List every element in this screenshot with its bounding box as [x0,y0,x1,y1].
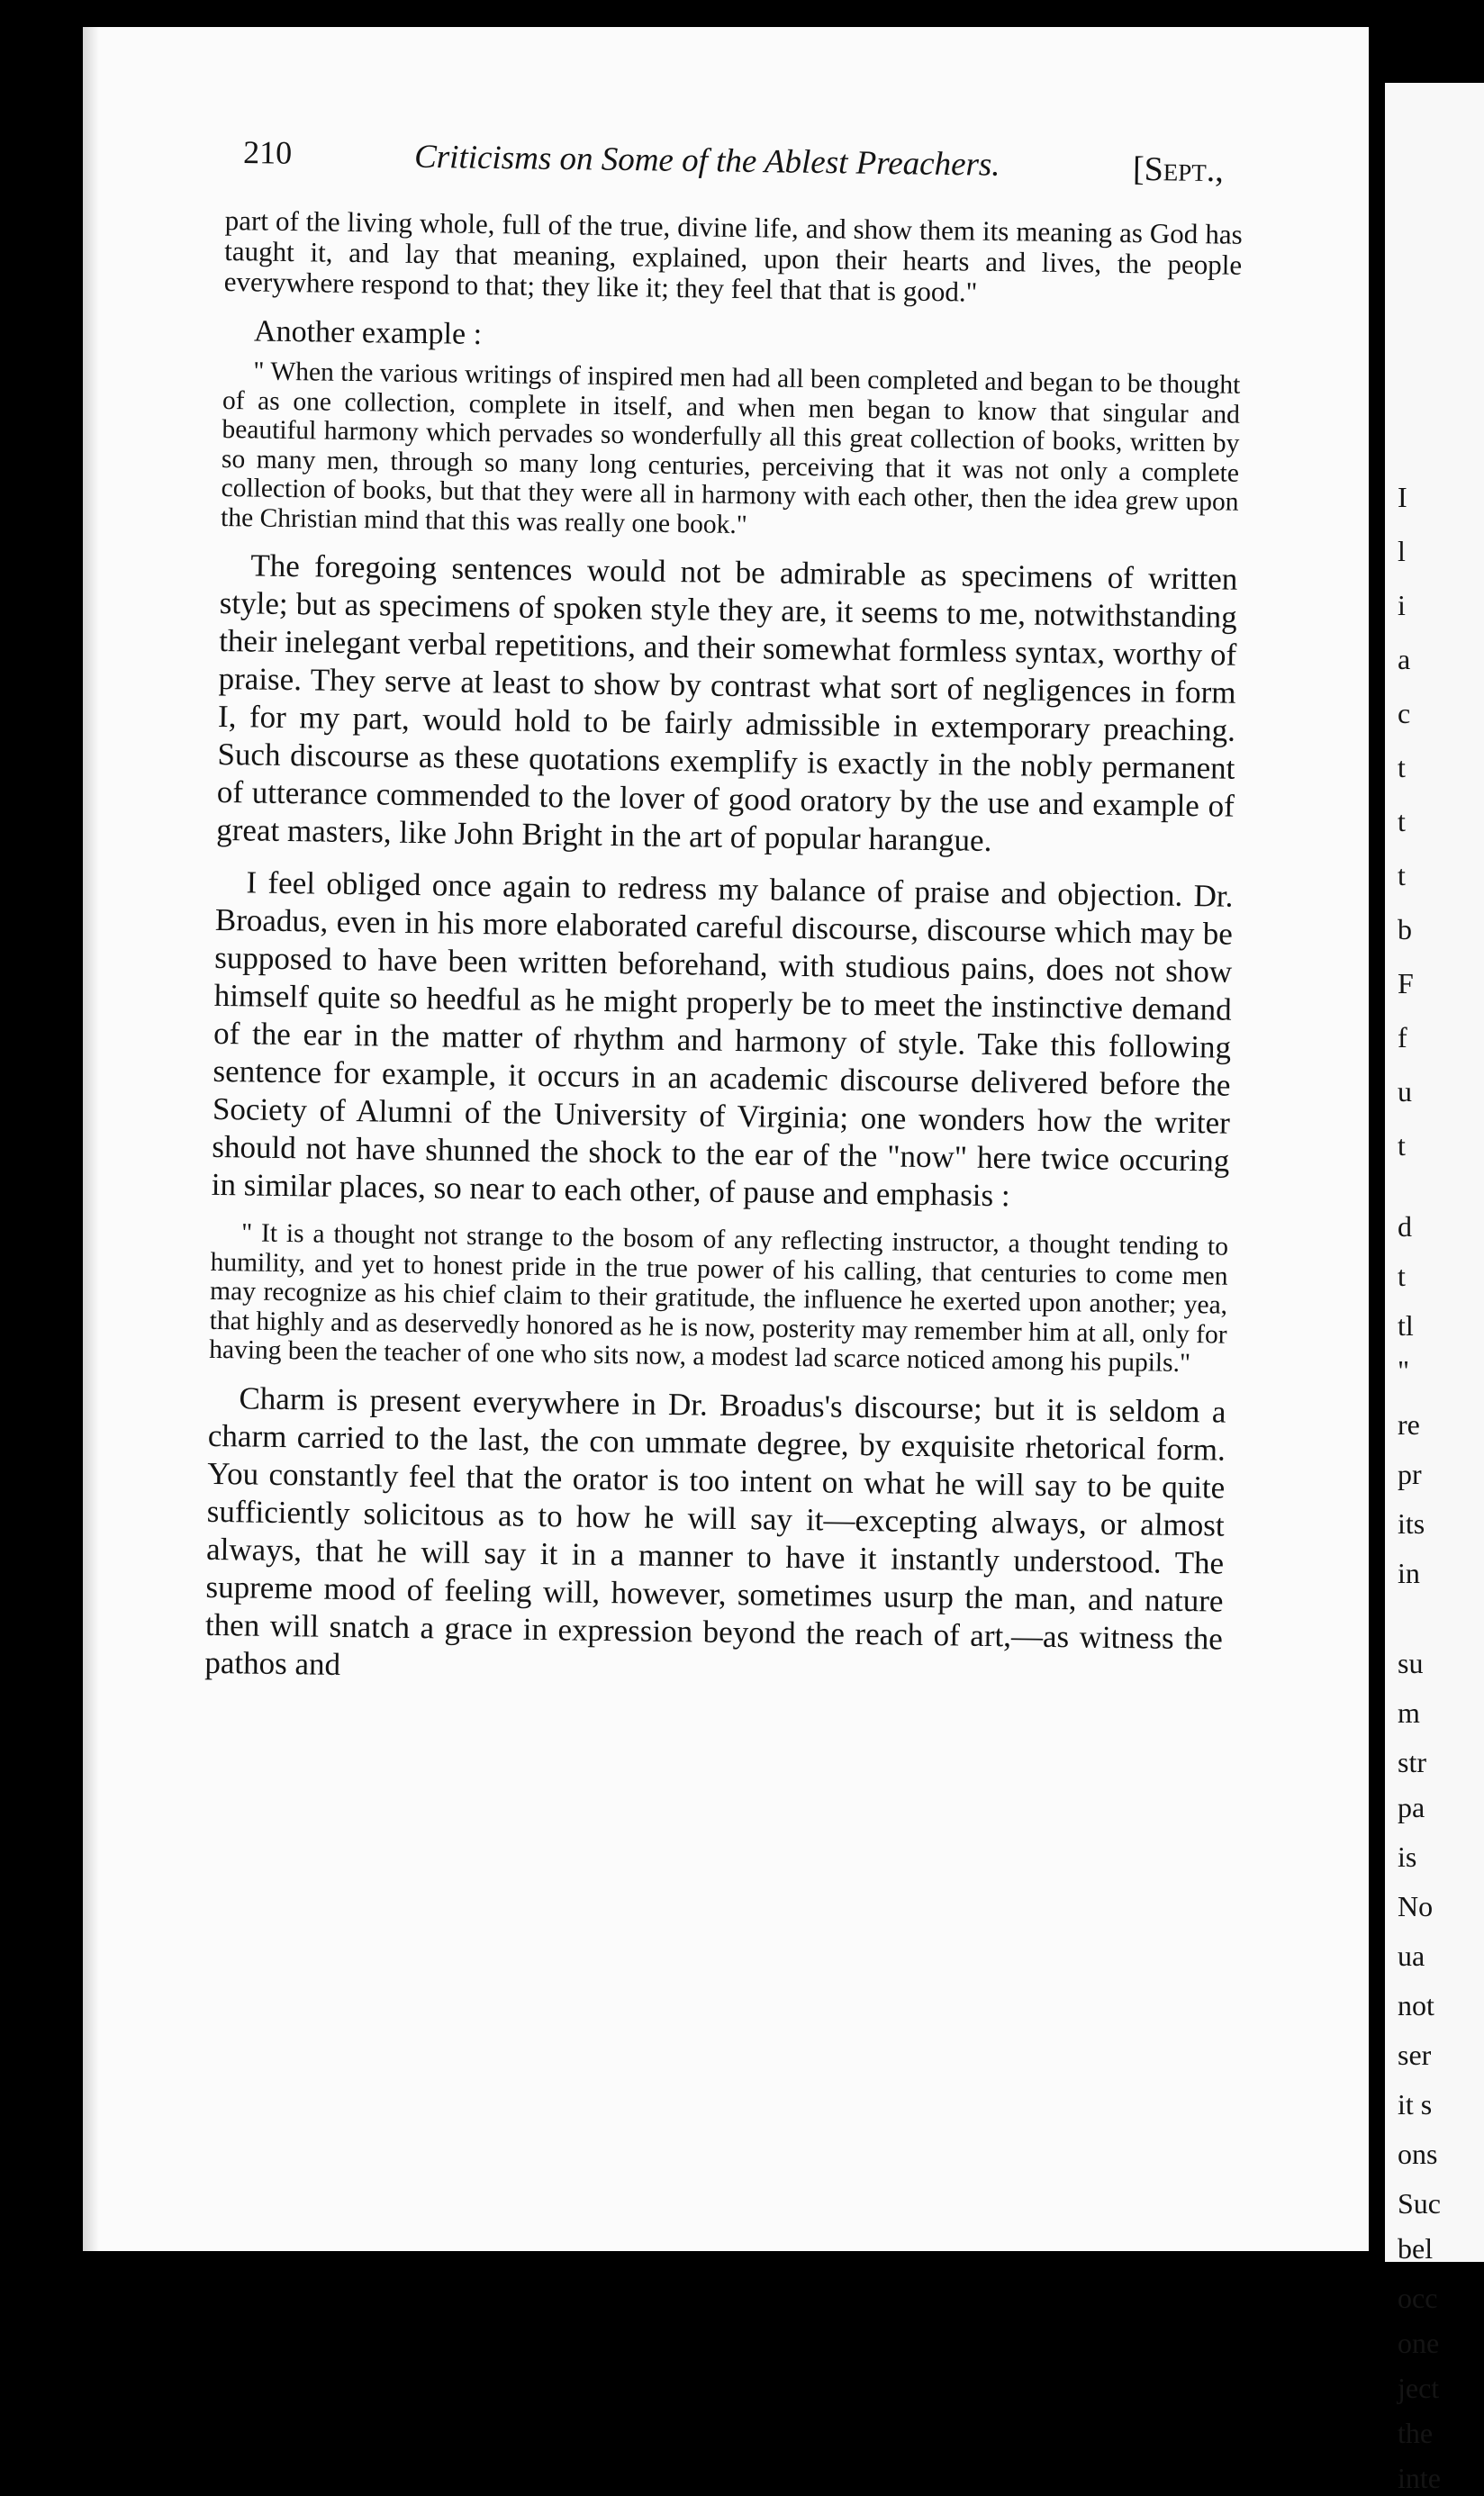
block-quote: " When the various writings of inspired men had all been completed and began to be thought of as one collection, complete in itself, and when men began to know that singular and beautiful harmony which pervades so wonderfully all this great collection of books, written by so many men, through so many long centuries, perceiving that it was not only a complete collection of books, but that they were all in harmony with each other, then the idea grew upon the Christian mind that this was really one book." [220,357,1241,539]
facing-page-fragment: d [1398,1210,1412,1243]
facing-page-fragment: a [1398,643,1411,675]
facing-page-fragment: the [1398,2417,1434,2449]
facing-page-fragment: pr [1398,1458,1422,1490]
block-quote: " It is a thought not strange to the bosom of any reflecting instructor, a thought tending to humility, and yet to honest pride in the true power of his calling, that centuries to come men may recognize as his chief claim to their gratitude, the influence he exerted upon another; yea, that highly and as deservedly honored as he is now, posterity may remember him at all, only for having been the teacher of one who sits now, a modest lad scarce noticed among his pupils." [209,1218,1229,1379]
facing-page-fragment: I [1398,481,1407,513]
facing-page-fragment: su [1398,1647,1424,1679]
section-marker: [Sept., [1132,149,1225,190]
facing-page-fragment: ua [1398,1940,1425,1972]
facing-page-fragment: t [1398,805,1406,837]
page-body [204,205,1243,1710]
facing-page-fragment: bel [1398,2232,1434,2265]
facing-page-edge [1385,83,1484,2494]
facing-page-fragment: m [1398,1696,1420,1729]
facing-page-fragment: tl [1398,1309,1414,1342]
facing-page-fragment: t [1398,859,1406,891]
facing-page-fragment: c [1398,697,1411,729]
facing-page-fragment: inte [1398,2462,1441,2494]
paragraph: Charm is present everywhere in Dr. Broadus's discourse; but it is seldom a charm carried to the last, the con ummate degree, by exquisite rhetorical form. You constantly feel that the orator is too intent on what he will say to be quite sufficiently solicitous as to how he will say it—excepting always, or almost always, that he will say it in a manner to have it instantly understood. The supreme mood of feeling will, however, sometimes usurp the man, and nature then will snatch a grace in expression beyond the reach of art,—as witness the pathos and [204,1379,1226,1682]
facing-page-fragment: ons [1398,2138,1438,2170]
facing-page-fragment: str [1398,1746,1426,1778]
paragraph: The foregoing sentences would not be admirable as specimens of written style; but as specimens of spoken style they are, it seems to me, notwithstanding their inelegant verbal repetitions, and their somewhat formless syntax, worthy of praise. They serve at least to show by contrast what sort of negligences in form I, for my part, would hold to be fairly admissible in extemporary preaching. Such discourse as these quotations exemplify is exactly in the nobly permanent of utterance commended to the lover of good oratory by the use and example of great masters, like John Bright in the art of popular harangue. [216,547,1238,858]
facing-page-fragment: F [1398,967,1414,999]
facing-page-fragment: is [1398,1840,1417,1873]
paragraph: I feel obliged once again to redress my balance of praise and objection. Dr. Broadus, even in his more elaborated careful discourse, discourse which may be supposed to have been written beforehand, with studious pains, does not show himself quite so heedful as he might properly be to meet the instinctive demand of the ear in the matter of rhythm and harmony of style. Take this following sentence for example, it occurs in an academic discourse delivered before the Society of Alumni of the University of Virginia; one wonders how the writer should not have shunned the shock to the ear of the "now" here twice occuring in similar places, so near to each other, of pause and emphasis : [211,864,1234,1214]
facing-page-fragment: t [1398,1260,1406,1292]
facing-page-fragment: No [1398,1890,1434,1922]
facing-page-fragment: ject [1398,2372,1440,2404]
facing-page-fragment: its [1398,1507,1425,1540]
facing-page-fragment: it s [1398,2088,1433,2121]
example-label: Another example : [253,314,483,351]
page-gutter-shadow [83,27,99,2251]
paragraph-continuation: part of the living whole, full of the true, divine life, and show them its meaning as God has taught it, and lay that meaning, explained, upon their hearts and lives, the people everywhere respond to that; they like it; they feel that that is good." [223,204,1243,308]
page-number: 210 [242,134,293,171]
running-title: Criticisms on Some of the Ablest Preachers. [413,138,1000,184]
facing-page-fragment: not [1398,1989,1434,2021]
facing-page-fragment: f [1398,1021,1407,1054]
facing-page-fragment: t [1398,751,1406,783]
facing-page-fragment: " [1398,1354,1410,1387]
facing-page-fragment: in [1398,1557,1420,1589]
facing-page-fragment: i [1398,589,1406,621]
facing-page-fragment: t [1398,1129,1406,1162]
facing-page-fragment: re [1398,1408,1420,1441]
facing-page-fragment: occ [1398,2282,1438,2314]
facing-page-fragment: ser [1398,2039,1432,2071]
facing-page-fragment: one [1398,2327,1440,2359]
facing-page-fragment: b [1398,913,1412,945]
facing-page-fragment: Suc [1398,2187,1441,2220]
facing-page-fragment: u [1398,1075,1412,1108]
facing-page-fragment: pa [1398,1791,1425,1823]
facing-page-fragment: l [1398,535,1406,567]
